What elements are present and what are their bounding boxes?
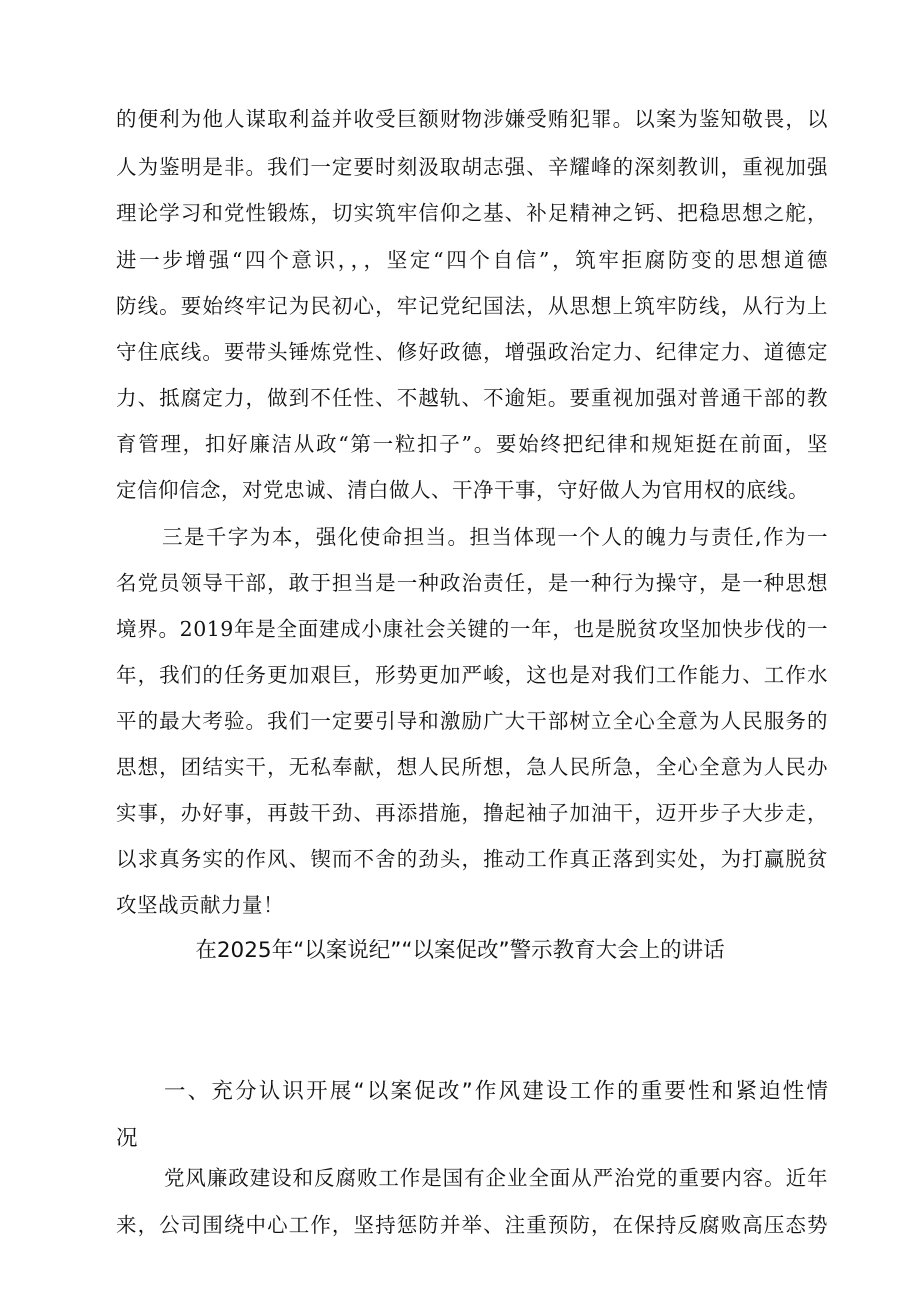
paragraph-2-line-1: 三是千字为本，强化使命担当。担当体现一个人的魄力与责任,作为一: [162, 525, 828, 549]
paragraph-2-line-5: 平的最大考验。我们一定要引导和激励广大干部树立全心全意为人民服务的: [116, 709, 828, 733]
paragraph-1-line-6: 守住底线。要带头锤炼党性、修好政德，增强政治定力、纪律定力、道德定: [116, 340, 828, 364]
paragraph-3-line-1: 党风廉政建设和反腐败工作是国有企业全面从严治党的重要内容。近年: [164, 1166, 828, 1190]
paragraph-2-line-8: 以求真务实的作风、锲而不舍的劲头，推动工作真正落到实处，为打赢脱贫: [116, 847, 828, 871]
paragraph-2-line-6: 思想，团结实干，无私奉献，想人民所想，急人民所急，全心全意为人民办: [116, 755, 828, 779]
paragraph-2-line-7: 实事，办好事，再鼓干劲、再添措施，撸起袖子加油干，迈开步子大步走，: [116, 801, 828, 825]
paragraph-1-line-1: 的便利为他人谋取利益并收受巨额财物涉嫌受贿犯罪。以案为鉴知敬畏，以: [116, 107, 828, 131]
paragraph-1-line-9: 定信仰信念，对党忠诚、清白做人、干净干事，守好做人为官用权的底线。: [116, 478, 809, 502]
paragraph-2-line-9: 攻坚战贡献力量！: [116, 893, 284, 917]
paragraph-2-line-4: 年，我们的任务更加艰巨，形势更加严峻，这也是对我们工作能力、工作水: [116, 663, 828, 687]
paragraph-2-line-3: 境界。2019年是全面建成小康社会关键的一年，也是脱贫攻坚加快步伐的一: [116, 617, 828, 641]
paragraph-1-line-2: 人为鉴明是非。我们一定要时刻汲取胡志强、辛耀峰的深刻教训，重视加强: [116, 155, 828, 179]
paragraph-1-line-8: 育管理，扣好廉洁从政“第一粒扣子”。要始终把纪律和规矩挺在前面，坚: [116, 432, 828, 456]
paragraph-3-line-2: 来，公司围绕中心工作，坚持惩防并举、注重预防，在保持反腐败高压态势: [116, 1213, 828, 1237]
speech-title: 在2025年“以案说纪”“以案促改”警示教育大会上的讲话: [195, 938, 725, 963]
section-heading-line-1: 一、充分认识开展“以案促改”作风建设工作的重要性和紧迫性情: [164, 1079, 828, 1104]
section-heading-line-2: 况: [116, 1126, 138, 1151]
paragraph-1-line-7: 力、抵腐定力，做到不任性、不越轨、不逾矩。要重视加强对普通干部的教: [116, 386, 828, 410]
paragraph-1-line-3: 理论学习和党性锻炼，切实筑牢信仰之基、补足精神之钙、把稳思想之舵，: [116, 201, 828, 225]
paragraph-1-line-5: 防线。要始终牢记为民初心，牢记党纪国法，从思想上筑牢防线，从行为上: [116, 294, 828, 318]
paragraph-1-line-4: 进一步增强“四个意识，，，坚定“四个自信”，筑牢拒腐防变的思想道德: [116, 248, 828, 272]
paragraph-2-line-2: 名党员领导干部，敢于担当是一种政治责任，是一种行为操守，是一种思想: [116, 571, 828, 595]
